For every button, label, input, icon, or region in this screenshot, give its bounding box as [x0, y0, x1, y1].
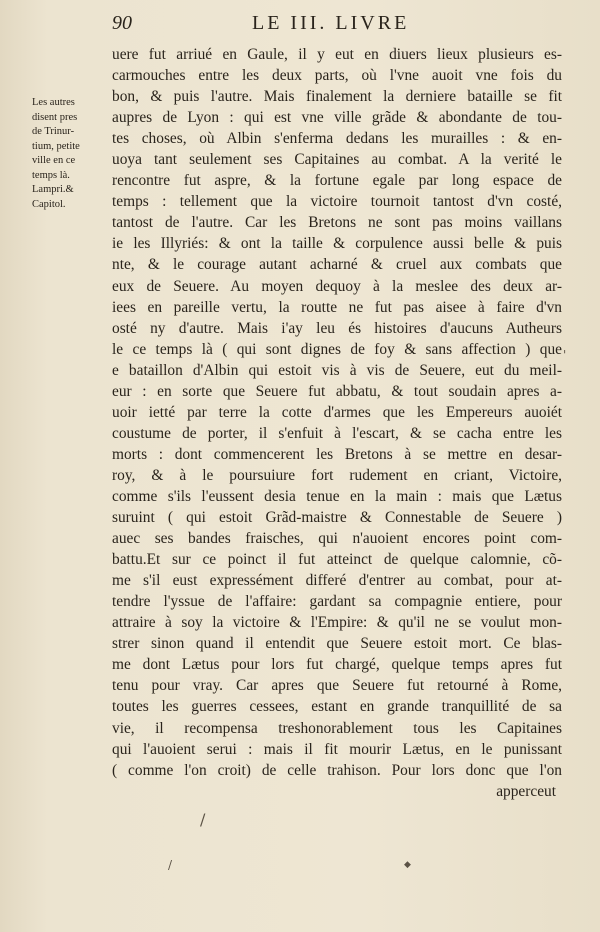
text-line: nte, & le courage autant acharné & cruel aux combats que [112, 256, 562, 274]
text-line: uoya tant seulement ses Capitaines au combat. A la verité le [112, 151, 562, 169]
margin-note-line: ville en ce [32, 155, 76, 166]
text-line: qui l'auoient serui : mais il fit mourir Lætus, en le punissant [112, 740, 562, 758]
text-line: temps : tellement que la victoire tournoit tantost d'vn costé, [112, 193, 562, 211]
text-line: tes choses, où Albin s'enferma dedans les murailles : & en- [112, 130, 562, 148]
text-line: tenu pour vray. Car apres que Seuere fut retourné à Rome, [112, 677, 562, 695]
text-line: comme s'ils l'eussent desia tenue en la main : mais que Lætus [112, 487, 562, 505]
margin-note-line: tium, petite [32, 140, 80, 152]
text-line: me s'il eust expressément differé d'entrer au combat, pour at- [112, 572, 562, 590]
text-line: auec ses bandes fraisches, qui n'auoient encores point com- [112, 530, 562, 548]
text-line: strer sinon quand il entendit que Seuere estoit mort. Ce blas- [112, 635, 562, 653]
margin-note-line: Les autres [32, 97, 75, 108]
margin-note-line: Lampri.& [32, 184, 74, 195]
text-line: uoir ietté par terre la cotte d'armes que les Empereurs auoiét [112, 403, 562, 421]
margin-note-line: Capitol. [32, 198, 66, 210]
text-line: attraire à soy la victoire & l'Empire: & qu'il ne se voulut mon- [112, 614, 562, 632]
text-line: eur : en sorte que Seuere fut abbatu, & tout soudain apres a- [112, 382, 562, 400]
text-line: roy, & à le poursuiure fort rudement en criant, Victoire, [112, 466, 562, 484]
ink-speck: / [168, 858, 173, 872]
text-line: tantost de l'autre. Car les Bretons ne sont pas moins vaillans [112, 214, 562, 232]
text-line: toutes les guerres cessees, estant en grande tranquillité de sa [112, 698, 562, 716]
margin-note-line: temps là. [32, 169, 70, 181]
text-line: ( comme l'on croit) de celle trahison. Pour lors donc que l'on [112, 761, 562, 779]
margin-note [32, 96, 102, 212]
page-header [112, 12, 562, 40]
text-line: aupres de Lyon : qui est vne ville grãde & abondante de tou- [112, 109, 562, 127]
catchword: apperceut [496, 782, 556, 800]
text-line: iees en pareille vertu, la routte ne fut pas aisee à faire d'vn [112, 298, 562, 316]
text-line: me dont Lætus pour lors fut chargé, quelque temps apres fut [112, 656, 562, 674]
text-line: uere fut arriué en Gaule, il y eut en diuers lieux plusieurs es- [112, 46, 562, 63]
text-line: osté ny d'autre. Mais i'ay leu és histoires d'aucuns Autheurs [112, 319, 562, 337]
ink-speck: ◆ [404, 860, 411, 870]
text-line: ie les Illyriés: & ont la taille & corpulence aussi belle & puis [112, 235, 562, 253]
text-line: le ce temps là ( qui sont dignes de foy & sans affection ) que [112, 340, 562, 358]
text-line: suruint ( qui estoit Grãd-maistre & Connestable de Seuere ) [112, 509, 562, 527]
ink-speck: ' [563, 348, 567, 362]
margin-note-line: de Trinur- [32, 126, 75, 137]
text-line: e bataillon d'Albin qui estoit vis à vis de Seuere, eut du meil- [112, 361, 562, 379]
running-title: LE III. LIVRE [252, 12, 410, 34]
text-line: coustume de porter, il s'enfuit à l'escart, & se cacha entre les [112, 424, 562, 442]
text-line: vie, il recompensa treshonorablement tous les Capitaines [112, 719, 562, 737]
text-line: morts : dont commencerent les Bretons à se mettre en desar- [112, 445, 562, 463]
margin-note-line: disent pres [32, 111, 78, 123]
text-line: rencontre fut aspre, & la fortune egale par long espace de [112, 172, 562, 190]
folio-number: 90 [112, 12, 132, 34]
text-line: bon, & puis l'autre. Mais finalement la derniere bataille se fit [112, 88, 562, 106]
text-line: tendre l'yssue de l'affaire: gardant sa compagnie entiere, pour [112, 593, 562, 611]
ink-stroke: / [200, 810, 206, 829]
text-line: carmouches entre les deux parts, où l'vne auoit vne fois du [112, 67, 562, 85]
text-line: eux de Seuere. Au moyen dequoy à la meslee des deux ar- [112, 277, 562, 295]
text-line: battu.Et sur ce poinct il fut atteinct de quelque calomnie, cõ- [112, 551, 562, 569]
body-text [112, 44, 562, 802]
